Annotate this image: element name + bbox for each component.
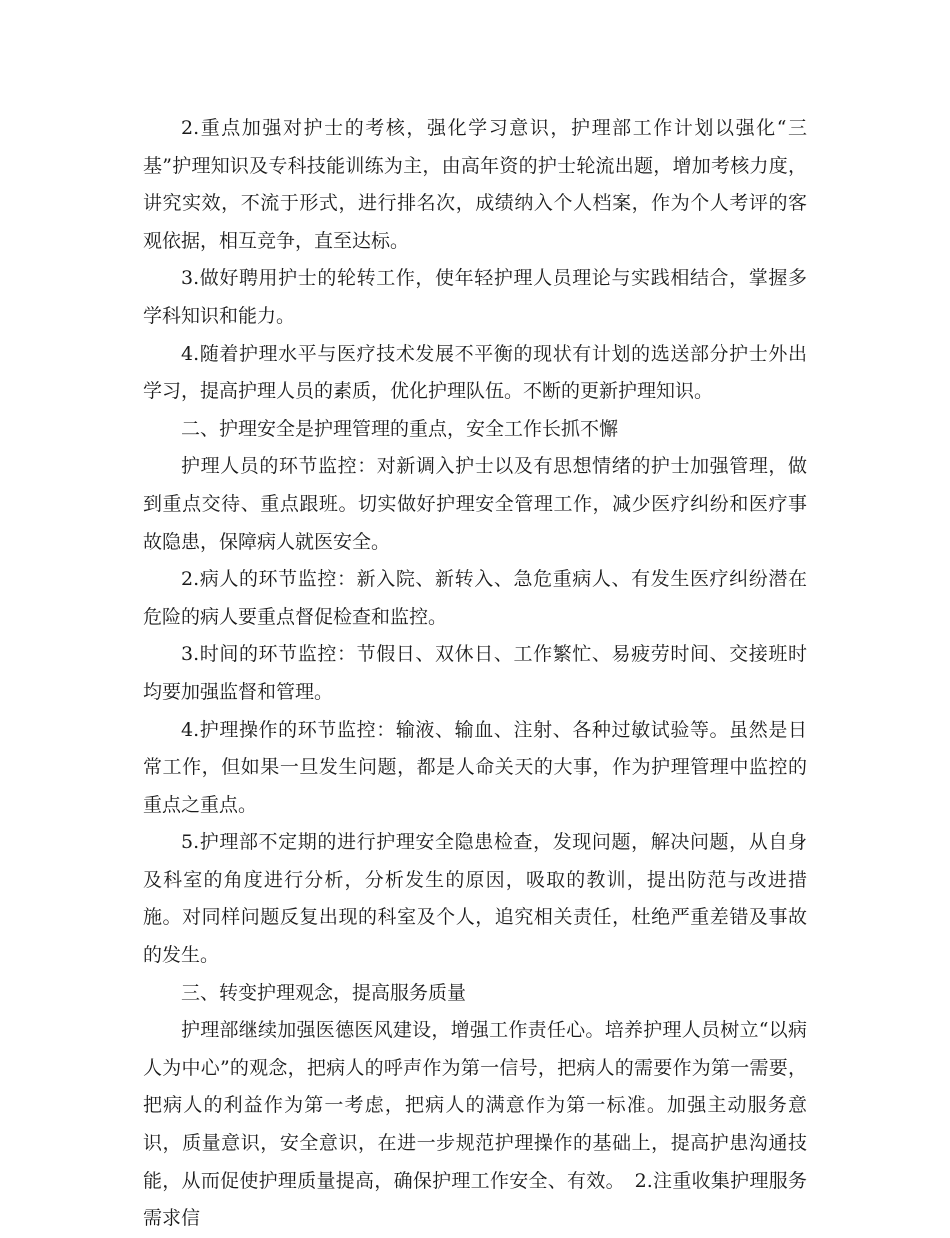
paragraph-11: 护理部继续加强医德医风建设，增强工作责任心。培养护理人员树立“以病人为中心”的观念，把病人的呼声作为第一信号，把病人的需要作为第一需要，把病人的利益作为第一考虑，把病人的满意作为第一标准。加强主动服务意识，质量意识，安全意识，在进一步规范护理操作的基础上，提高护患沟通技能，从而促使护理质量提高，确保护理工作安全、有效。 2.注重收集护理服务需求信 [143,1019,807,1230]
paragraph-5: 护理人员的环节监控：对新调入护士以及有思想情绪的护士加强管理，做到重点交待、重点跟班。切实做好护理安全管理工作，减少医疗纠纷和医疗事故隐患，保障病人就医安全。 [143,455,807,553]
paragraph-7: 3.时间的环节监控：节假日、双休日、工作繁忙、易疲劳时间、交接班时均要加强监督和管理。 [143,643,807,703]
section-heading-2: 二、护理安全是护理管理的重点，安全工作长抓不懈 [181,417,619,440]
paragraph-1: 2.重点加强对护士的考核，强化学习意识，护理部工作计划以强化“三基”护理知识及专科技能训练为主，由高年资的护士轮流出题，增加考核力度，讲究实效，不流于形式，进行排名次，成绩纳入个人档案，作为个人考评的客观依据，相互竞争，直至达标。 [143,117,807,252]
paragraph-6: 2.病人的环节监控：新入院、新转入、急危重病人、有发生医疗纠纷潜在危险的病人要重点督促检查和监控。 [143,568,807,628]
paragraph-3: 4.随着护理水平与医疗技术发展不平衡的现状有计划的选送部分护士外出学习，提高护理人员的素质，优化护理队伍。不断的更新护理知识。 [143,342,807,403]
paragraph-2: 3.做好聘用护士的轮转工作，使年轻护理人员理论与实践相结合，掌握多学科知识和能力。 [143,267,807,327]
paragraph-9: 5.护理部不定期的进行护理安全隐患检查，发现问题，解决问题，从自身及科室的角度进行分析，分析发生的原因，吸取的教训，提出防范与改进措施。对同样问题反复出现的科室及个人，追究相关责任，杜绝严重差错及事故的发生。 [143,831,807,967]
paragraph-8: 4.护理操作的环节监控：输液、输血、注射、各种过敏试验等。虽然是日常工作，但如果一旦发生问题，都是人命关天的大事，作为护理管理中监控的重点之重点。 [143,718,807,816]
document-body [143,110,807,1238]
section-heading-3: 三、转变护理观念，提高服务质量 [181,981,467,1004]
